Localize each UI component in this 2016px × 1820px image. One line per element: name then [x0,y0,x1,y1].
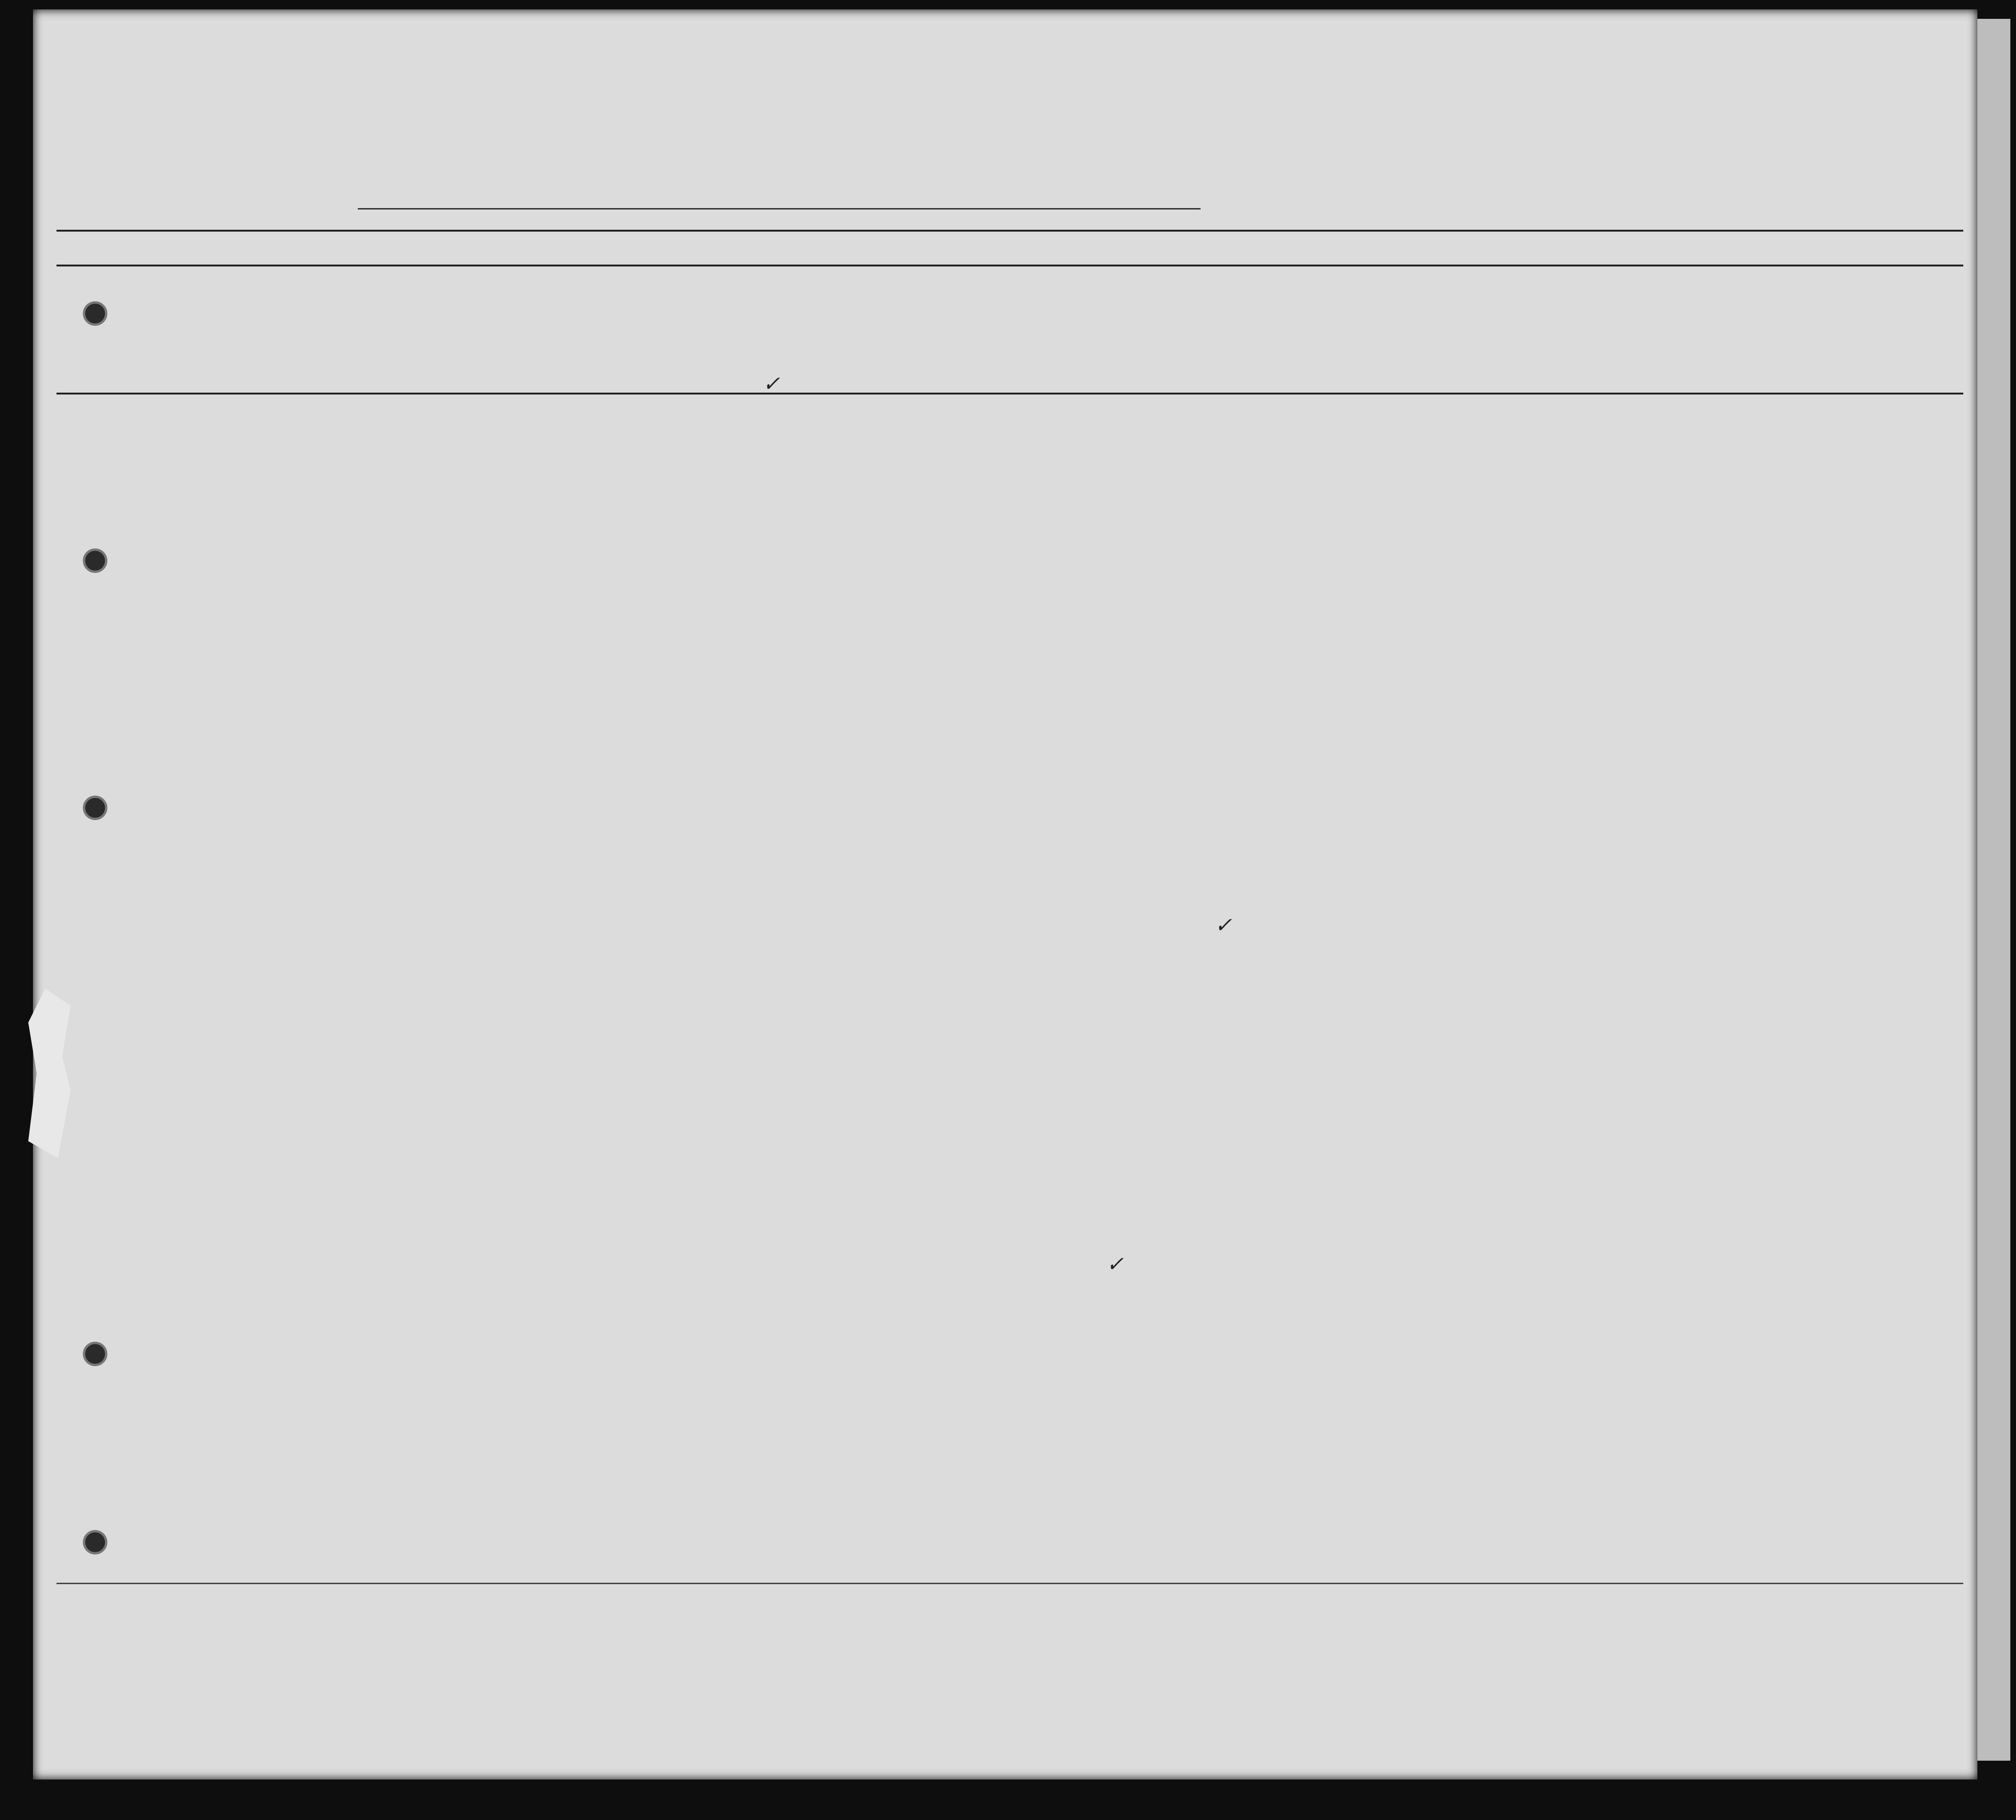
col-ticket [657,274,680,387]
arrival-underline [358,208,1201,209]
column-number-row [56,232,1963,266]
header-divider [56,393,1963,395]
handwritten-annotation: ✓ [763,372,780,396]
manifest-table [56,230,1963,1584]
handwritten-annotation: ✓ [1215,913,1232,937]
col-polygamist [1391,276,1410,389]
col-inches [1709,340,1733,387]
handwritten-annotation: ✓ [1106,1252,1124,1276]
col-anarchist [1415,276,1434,389]
col-feet [1681,340,1704,387]
col-possession [774,274,798,387]
